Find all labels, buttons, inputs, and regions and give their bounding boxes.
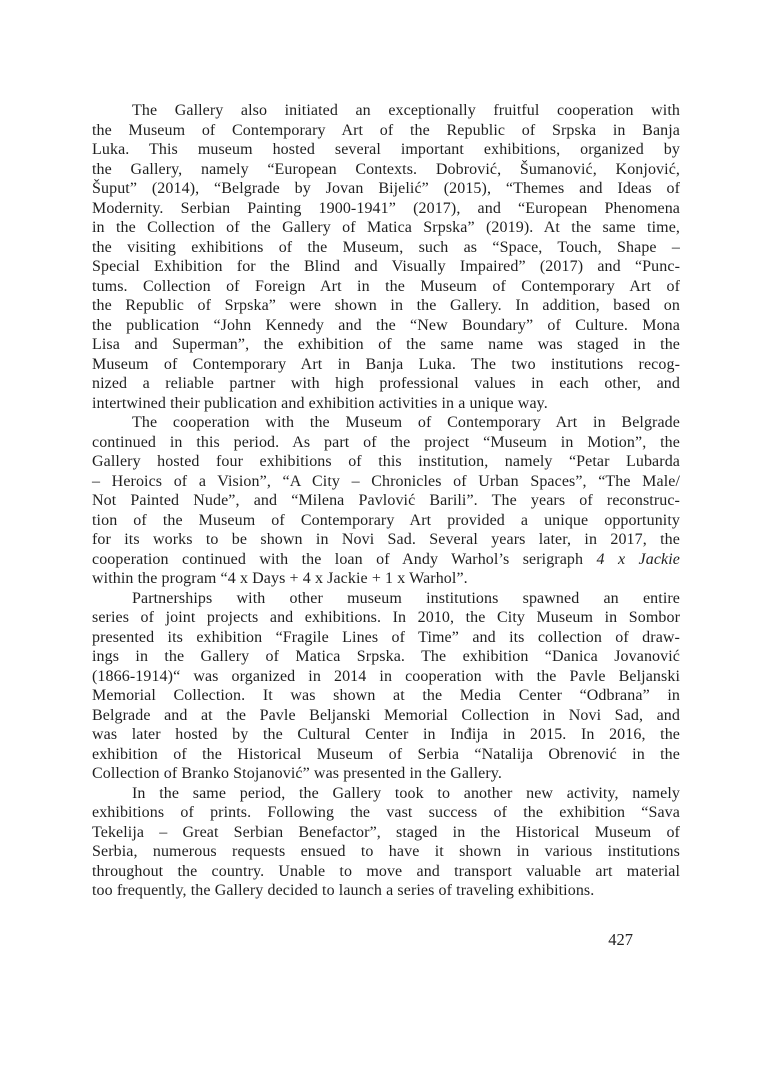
text-line: Not Painted Nude”, and “Milena Pavlović Barili”. The years of reconstruc- — [92, 492, 680, 509]
paragraph — [92, 101, 680, 413]
text-line: throughout the country. Unable to move and transport valuable art material — [92, 862, 680, 880]
text-block — [92, 101, 680, 901]
text-line: The Gallery also initiated an exceptionally fruitful cooperation with — [132, 102, 680, 119]
text-line: presented its exhibition “Fragile Lines of Time” and its collection of draw- — [92, 628, 680, 646]
text-line: Belgrade and at the Pavle Beljanski Memorial Collection in Novi Sad, and — [92, 706, 680, 724]
text-line: Luka. This museum hosted several important exhibitions, organized by — [92, 141, 680, 158]
text-line: Collection of Branko Stojanović” was presented in the Gallery. — [92, 765, 502, 782]
paragraph — [92, 589, 680, 784]
text-line: Modernity. Serbian Painting 1900-1941” (2017), and “European Phenomena — [92, 199, 680, 217]
text-line: the publication “John Kennedy and the “New Boundary” of Culture. Mona — [92, 316, 680, 334]
text-line: tums. Collection of Foreign Art in the Museum of Contemporary Art of — [92, 277, 680, 295]
text-line: (1866-1914)“ was organized in 2014 in cooperation with the Pavle Beljanski — [92, 667, 680, 685]
text-line: the Museum of Contemporary Art of the Republic of Srpska in Banja — [92, 121, 680, 139]
text-line: ings in the Gallery of Matica Srpska. The exhibition “Danica Jovanović — [92, 648, 680, 665]
text-line: within the program “4 x Days + 4 x Jackie + 1 x Warhol”. — [92, 570, 468, 587]
text-line: the Republic of Srpska” were shown in the Gallery. In addition, based on — [92, 297, 680, 314]
text-line: Tekelija – Great Serbian Benefactor”, staged in the Historical Museum of — [92, 823, 680, 841]
text-line: In the same period, the Gallery took to another new activity, namely — [132, 784, 680, 802]
text-line: exhibitions of prints. Following the vast success of the exhibition “Sava — [92, 804, 680, 821]
text-line: Special Exhibition for the Blind and Visually Impaired” (2017) and “Punc- — [92, 258, 680, 275]
text-line: – Heroics of a Vision”, “A City – Chronicles of Urban Spaces”, “The Male/ — [92, 472, 680, 490]
text-line: Gallery hosted four exhibitions of this institution, namely “Petar Lubarda — [92, 453, 680, 470]
paragraph — [92, 413, 680, 589]
text-line: The cooperation with the Museum of Contemporary Art in Belgrade — [132, 414, 680, 431]
text-line: Šuput” (2014), “Belgrade by Jovan Bijelić” (2015), “Themes and Ideas of — [92, 180, 680, 197]
text-line: was later hosted by the Cultural Center in Inđija in 2015. In 2016, the — [92, 726, 680, 743]
text-line: for its works to be shown in Novi Sad. Several years later, in 2017, the — [92, 531, 680, 548]
text-line: Memorial Collection. It was shown at the Media Center “Odbrana” in — [92, 687, 680, 704]
paragraph — [92, 784, 680, 901]
text-line: nized a reliable partner with high professional values in each other, and — [92, 375, 680, 392]
text-line: the Gallery, namely “European Contexts. Dobrović, Šumanović, Konjović, — [92, 160, 680, 178]
text-line: cooperation continued with the loan of Andy Warhol’s serigraph 4 x Jackie — [92, 550, 680, 568]
text-line: intertwined their publication and exhibition activities in a unique way. — [92, 394, 548, 412]
text-line: continued in this period. As part of the project “Museum in Motion”, the — [92, 433, 680, 451]
text-line: Serbia, numerous requests ensued to have it shown in various institutions — [92, 843, 680, 860]
page-number: 427 — [608, 930, 633, 949]
text-line: series of joint projects and exhibitions. In 2010, the City Museum in Sombor — [92, 609, 680, 626]
text-line: Museum of Contemporary Art in Banja Luka. The two institutions recog- — [92, 355, 680, 373]
text-line: the visiting exhibitions of the Museum, such as “Space, Touch, Shape – — [92, 238, 680, 256]
text-line: in the Collection of the Gallery of Matica Srpska” (2019). At the same time, — [92, 219, 680, 236]
text-line: Partnerships with other museum institutions spawned an entire — [132, 589, 680, 607]
text-line: tion of the Museum of Contemporary Art provided a unique opportunity — [92, 511, 680, 529]
text-line: Lisa and Superman”, the exhibition of the same name was staged in the — [92, 336, 680, 353]
text-line: exhibition of the Historical Museum of Serbia “Natalija Obrenović in the — [92, 745, 680, 763]
text-line: too frequently, the Gallery decided to launch a series of traveling exhibitions. — [92, 882, 595, 899]
